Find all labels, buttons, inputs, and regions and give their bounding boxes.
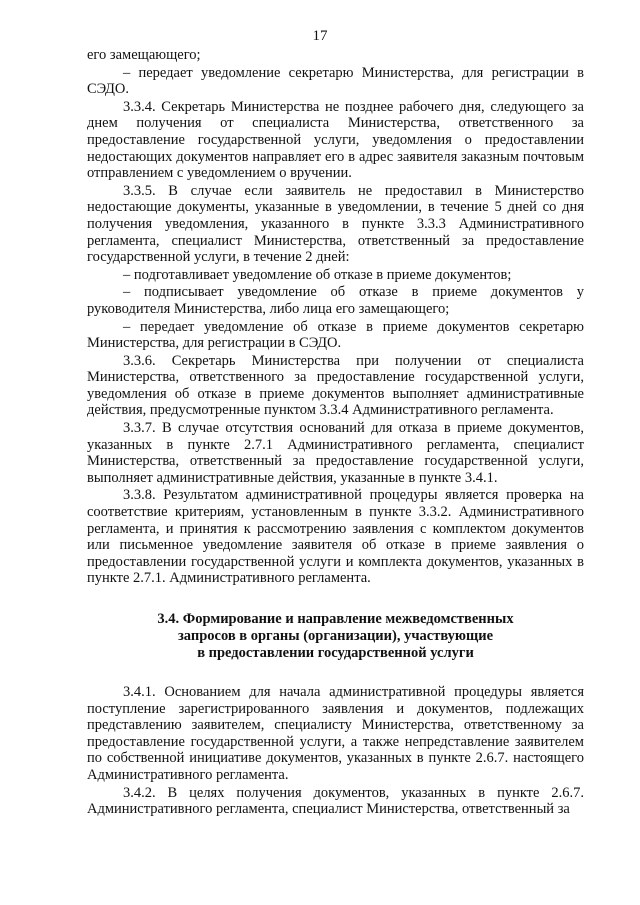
paragraph: 3.4.1. Основанием для начала административной процедуры является поступление зарегистрированного заявления и документов, подлежащих представлению заявителем, специалисту Министерства, ответственному за предоставление государственной услуги, а также непредставление заявителем по собственной инициативе документов, указанных в пункте 2.6.7. настоящего Административного регламента.	[87, 684, 584, 783]
paragraph: 3.3.4. Секретарь Министерства не позднее рабочего дня, следующего за днем получения от специалиста Министерства, ответственного за предоставление государственной услуги, уведомления о предоставлении недостающих документов направляет его в адрес заявителя заказным почтовым отправлением с уведомлением о вручении.	[87, 98, 584, 182]
section-heading-line: 3.4. Формирование и направление межведомственных	[157, 611, 514, 627]
paragraph: его замещающего;	[87, 47, 201, 63]
paragraph: – передает уведомление об отказе в приеме документов секретарю Министерства, для регистрации в СЭДО.	[87, 318, 584, 352]
document-body	[87, 47, 584, 819]
section-heading-line: запросов в органы (организации), участвующие	[177, 628, 494, 644]
paragraph: 3.3.7. В случае отсутствия оснований для отказа в приеме документов, указанных в пункте 2.7.1 Административного регламента, специалист Министерства, ответственный за предоставление государственной услуги, выполняет административные действия, указанные в пункте 3.4.1.	[87, 420, 584, 486]
paragraphs-top	[87, 47, 584, 587]
paragraph: 3.4.2. В целях получения документов, указанных в пункте 2.6.7. Административного регламента, специалист Министерства, ответственный за	[87, 784, 584, 818]
paragraph: 3.3.8. Результатом административной процедуры является проверка на соответствие критериям, установленным в пункте 3.3.2. Административного регламента, и принятия к рассмотрению заявления с комплектом документов или письменное уведомление заявителя об отказе в приеме заявления о предоставлении государственной услуги и комплекта документов, указанных в пункте 2.7.1. Административного регламента.	[87, 487, 584, 587]
paragraph: – подписывает уведомление об отказе в приеме документов у руководителя Министерства, либо лица его замещающего;	[87, 284, 584, 317]
paragraph: – передает уведомление секретарю Министерства, для регистрации в СЭДО.	[87, 64, 584, 98]
paragraph: – подготавливает уведомление об отказе в приеме документов;	[123, 266, 512, 283]
paragraphs-bottom	[87, 684, 584, 818]
section-heading	[87, 611, 584, 662]
paragraph: 3.3.5. В случае если заявитель не предоставил в Министерство недостающие документы, указанные в уведомлении, в течение 5 дней со дня получения уведомления, указанного в пункте 3.3.3 Административного регламента, специалист Министерства, ответственный за предоставление государственной услуги, в течение 2 дней:	[87, 182, 584, 266]
page-number: 17	[312, 28, 328, 44]
paragraph: 3.3.6. Секретарь Министерства при получении от специалиста Министерства, ответственного за предоставление государственной услуги, уведомления об отказе в приеме документов выполняет административные действия, предусмотренные пунктом 3.3.4 Административного регламента.	[87, 352, 584, 419]
section-heading-line: в предоставлении государственной услуги	[197, 645, 474, 661]
